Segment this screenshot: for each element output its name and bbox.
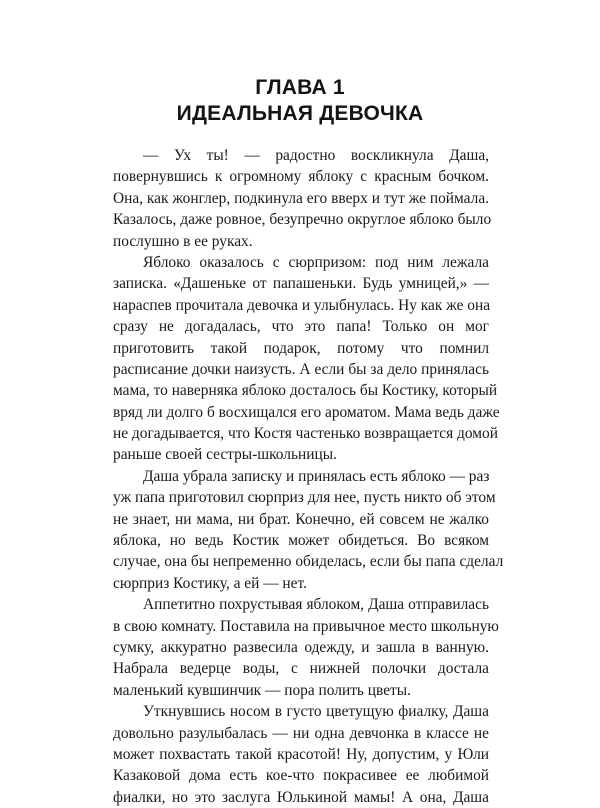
text-line: сюрприз Костику, а ей — нет. [113,574,307,592]
text-line: может похвастать такой красотой! Ну, допустим, у Юли [113,745,489,763]
text-line: повернувшись к огромному яблоку с красным бочком. [113,168,489,186]
text-line: Уткнувшись носом в густо цветущую фиалку, Даша [143,703,489,721]
body-text [113,145,504,808]
text-line: не знает, ни мама, ни брат. Конечно, ей совсем не жалко [113,510,489,528]
text-line: довольно разулыбалась — ни одна девчонка в классе не [113,724,489,742]
text-line: маленький кувшинчик — пора полить цветы. [113,681,411,699]
text-line: записка. «Дашеньке от папашеньки. Будь умницей,» — [113,275,489,293]
text-line: Даша убрала записку и принялась есть яблоко — раз [143,467,490,485]
text-line: не догадывается, что Костя частенько возвращается домой [113,425,498,443]
text-line: уж папа приготовил сюрприз для нее, пусть никто об этом [113,489,496,507]
text-line: случае, она бы непременно обиделась, если бы папа сделал [113,553,504,571]
text-line: Набрала ведерце воды, с нижней полочки достала [113,660,489,678]
text-line: в свою комнату. Поставила на привычное место школьную [113,617,499,635]
text-line: Казаковой дома есть кое-что покрасивее ее любимой [113,767,489,785]
text-line: расписание дочки наизусть. А если бы за дело принялась [113,360,489,378]
text-line: мама, то наверняка яблоко досталось бы Костику, который [113,382,498,400]
text-line: фиалки, но это заслуга Юлькиной мамы! А она, Даша [113,788,489,806]
chapter-title: ИДЕАЛЬНАЯ ДЕВОЧКА [176,102,424,125]
text-line: Казалось, даже ровное, безупречно округлое яблоко было [113,211,492,229]
text-line: вряд ли долго б восхищался его ароматом. Мама ведь даже [113,403,500,421]
chapter-number: ГЛАВА 1 [255,76,345,99]
text-line: сумку, аккуратно развесила одежду, и зашла в ванную. [113,638,489,656]
text-line: послушно в ее руках. [113,232,253,250]
text-line: Яблоко оказалось с сюрпризом: под ним лежала [143,253,489,271]
text-line: Она, как жонглер, подкинула его вверх и тут же поймала. [113,189,489,207]
text-line: нараспев прочитала девочка и улыбнулась. Ну как же она [113,296,491,314]
text-line: приготовить такой подарок, потому что помнил [113,339,489,357]
text-line: сразу не догадалась, что это папа! Только он мог [113,318,489,336]
text-line: раньше своей сестры-школьницы. [113,446,337,464]
text-line: яблока, но ведь Костик может обидеться. Во всяком [113,532,489,550]
text-line: Аппетитно похрустывая яблоком, Даша отправилась [143,596,489,614]
text-line: — Ух ты! — радостно воскликнула Даша, [143,147,489,164]
